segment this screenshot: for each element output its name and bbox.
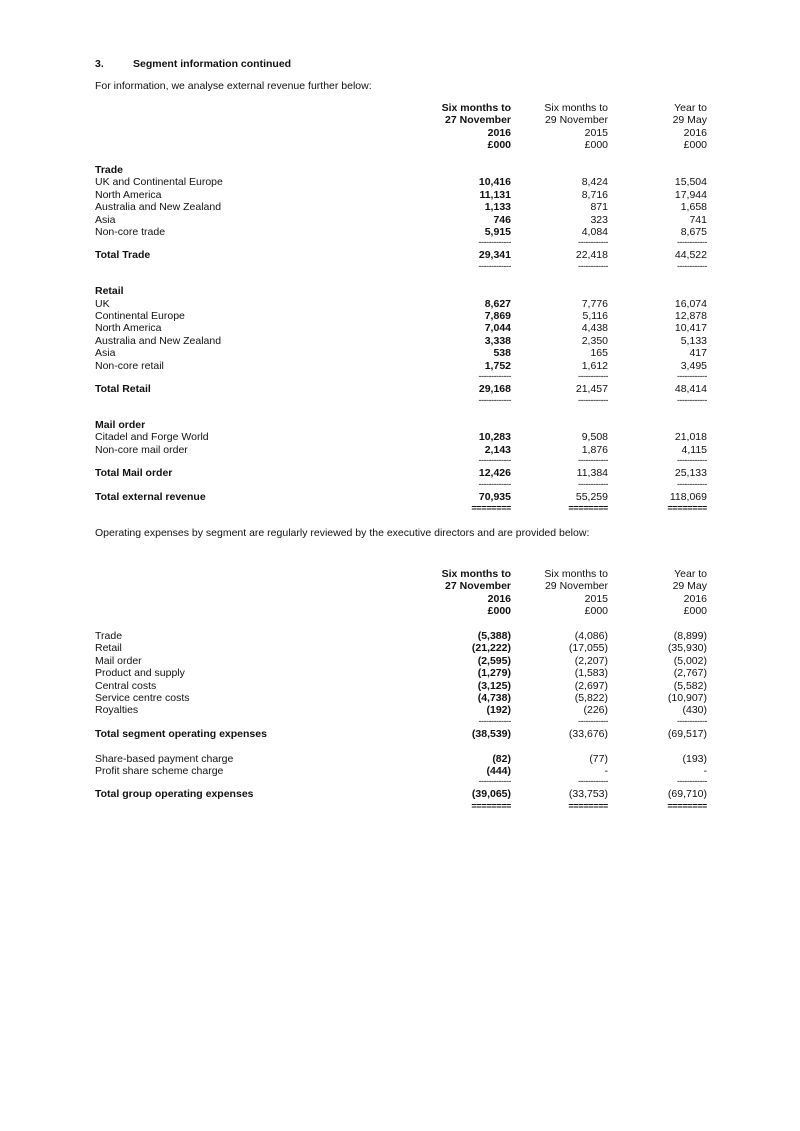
mail-order-section-title: Mail order: [95, 418, 146, 431]
total-row: [95, 249, 707, 261]
cell-year: 3,495: [680, 359, 707, 372]
opex-intro-text: Operating expenses by segment are regularly reviewed by the executive directors and are provided below:: [95, 526, 590, 539]
cell-current: (39,065): [471, 788, 511, 801]
cell-prior: (226): [583, 704, 608, 717]
rule-line: ------------: [578, 372, 608, 382]
cell-year: 118,069: [669, 490, 707, 503]
cell-current: (38,539): [471, 727, 511, 740]
table-row: [95, 765, 707, 777]
cell-year: -: [703, 764, 707, 777]
cell-year: 417: [689, 347, 707, 360]
cell-prior: 2,350: [581, 334, 608, 347]
double-rule-line: ========: [568, 800, 608, 811]
row-label: Australia and New Zealand: [95, 334, 222, 347]
section-title-row: [95, 164, 707, 176]
double-rule-row: [95, 801, 707, 813]
col1-header-line3: 2016: [487, 592, 511, 605]
row-label: Continental Europe: [95, 310, 185, 323]
cell-prior: 22,418: [575, 249, 608, 262]
double-rule-line: ========: [667, 502, 707, 513]
table-row: [95, 310, 707, 322]
rule-line: -------------: [478, 716, 511, 726]
table-row: [95, 335, 707, 347]
row-label: UK and Continental Europe: [95, 176, 223, 189]
cell-year: 17,944: [674, 188, 707, 201]
cell-current: (5,388): [477, 629, 511, 642]
table-row: [95, 642, 707, 654]
rule-line: ------------: [677, 261, 707, 271]
cell-prior: 9,508: [581, 431, 608, 444]
table-row: [95, 753, 707, 765]
revenue-intro-text: For information, we analyse external revenue further below:: [95, 80, 372, 92]
cell-prior: (2,697): [574, 679, 608, 692]
rule-line: -------------: [478, 372, 511, 382]
col2-header-line4: £000: [584, 139, 608, 152]
rule-line: ------------: [578, 716, 608, 726]
section-heading: [95, 56, 707, 72]
cell-prior: (5,822): [574, 691, 608, 704]
cell-prior: 323: [590, 213, 608, 226]
section-title: Segment information continued: [133, 58, 292, 70]
cell-current: 1,133: [484, 201, 511, 214]
rule-line: ------------: [677, 372, 707, 382]
col2-header-line3: 2015: [584, 592, 608, 605]
single-rule-row: [95, 480, 707, 491]
row-label: Trade: [95, 629, 123, 642]
cell-prior: 1,612: [581, 359, 608, 372]
col2-header-line3: 2015: [584, 126, 608, 139]
cell-current: 2,143: [484, 443, 511, 456]
col1-header-line4: £000: [487, 139, 511, 152]
section-number: 3.: [95, 58, 104, 70]
cell-prior: (2,207): [574, 654, 608, 667]
rule-line: -------------: [478, 238, 511, 248]
trade-section-title: Trade: [95, 164, 124, 177]
cell-prior: (1,583): [574, 667, 608, 680]
grand-total-row: [95, 491, 707, 503]
rule-line: -------------: [478, 395, 511, 405]
cell-prior: 1,876: [581, 443, 608, 456]
cell-year: 8,675: [680, 226, 707, 239]
cell-prior: (17,055): [568, 642, 608, 655]
cell-current: 1,752: [484, 359, 511, 372]
rule-line: ------------: [578, 238, 608, 248]
cell-year: 16,074: [674, 297, 707, 310]
cell-current: 10,283: [478, 431, 511, 444]
row-label: Non-core trade: [95, 226, 166, 239]
cell-year: 15,504: [674, 176, 707, 189]
col3-header-line3: 2016: [683, 592, 707, 605]
row-label: Central costs: [95, 679, 157, 692]
table-row: [95, 655, 707, 667]
rule-line: -------------: [478, 456, 511, 466]
rule-line: ------------: [677, 456, 707, 466]
double-rule-line: ========: [471, 502, 511, 513]
row-label: Non-core mail order: [95, 443, 188, 456]
col3-header-line3: 2016: [683, 126, 707, 139]
total-row: [95, 467, 707, 479]
double-rule-line: ========: [667, 800, 707, 811]
rule-line: ------------: [677, 238, 707, 248]
single-rule-row: [95, 396, 707, 407]
cell-prior: (33,676): [568, 727, 608, 740]
total-label: Total Trade: [95, 249, 151, 262]
column-header-row: [95, 605, 707, 617]
double-rule-row: [95, 503, 707, 515]
cell-year: (2,767): [673, 667, 707, 680]
table-row: [95, 630, 707, 642]
table-row: [95, 214, 707, 226]
table-row: [95, 704, 707, 716]
table-row: [95, 444, 707, 456]
cell-year: 21,018: [674, 431, 707, 444]
col2-header-line4: £000: [584, 605, 608, 618]
table-row: [95, 176, 707, 188]
double-rule-line: ========: [471, 800, 511, 811]
cell-year: (8,899): [673, 629, 707, 642]
section-title-row: [95, 285, 707, 297]
table-row: [95, 692, 707, 704]
rule-line: -------------: [478, 479, 511, 489]
single-rule-row: [95, 238, 707, 249]
col1-header-line2: 27 November: [445, 114, 511, 127]
cell-current: (2,595): [477, 654, 511, 667]
table-row: [95, 298, 707, 310]
cell-current: 3,338: [484, 334, 511, 347]
cell-prior: 4,084: [581, 226, 608, 239]
col1-header-line1: Six months to: [441, 102, 511, 114]
cell-year: 12,878: [674, 310, 707, 323]
cell-current: 12,426: [478, 467, 511, 480]
cell-year: 1,658: [680, 201, 707, 214]
cell-prior: 21,457: [575, 383, 608, 396]
cell-year: (69,517): [667, 727, 707, 740]
col2-header-line1: Six months to: [544, 102, 608, 114]
total-row: [95, 383, 707, 395]
cell-current: 11,131: [479, 188, 511, 201]
rule-line: ------------: [677, 716, 707, 726]
cell-year: (430): [682, 704, 707, 717]
table-row: [95, 322, 707, 334]
grand-total-row: [95, 788, 707, 800]
total-label: Total Retail: [95, 383, 151, 396]
row-label: Non-core retail: [95, 359, 164, 372]
cell-year: 44,522: [674, 249, 707, 262]
column-header-row: [95, 568, 707, 580]
col3-header-line4: £000: [683, 139, 707, 152]
total-label: Total Mail order: [95, 467, 173, 480]
col2-header-line1: Six months to: [544, 567, 608, 580]
cell-current: 29,341: [478, 249, 511, 262]
cell-prior: (4,086): [574, 629, 608, 642]
cell-current: (3,125): [477, 679, 511, 692]
row-label: Asia: [95, 347, 116, 360]
cell-current: 8,627: [484, 297, 511, 310]
table-row: [95, 431, 707, 443]
cell-year: 741: [689, 213, 707, 226]
cell-current: 70,935: [478, 490, 511, 503]
cell-year: (5,002): [673, 654, 707, 667]
column-header-row: [95, 139, 707, 151]
rule-line: ------------: [578, 261, 608, 271]
row-label: UK: [95, 297, 110, 310]
col3-header-line1: Year to: [674, 102, 707, 114]
row-label: Service centre costs: [95, 691, 190, 704]
column-header-row: [95, 580, 707, 592]
table-row: [95, 347, 707, 359]
col3-header-line4: £000: [683, 605, 707, 618]
cell-current: 10,416: [478, 176, 511, 189]
cell-prior: 4,438: [581, 322, 608, 335]
cell-year: (10,907): [667, 691, 707, 704]
row-label: Mail order: [95, 654, 142, 667]
row-label: Royalties: [95, 704, 139, 717]
document-page: [95, 56, 707, 813]
cell-prior: (33,753): [568, 788, 608, 801]
cell-current: (1,279): [477, 667, 511, 680]
total-label: Total external revenue: [95, 490, 206, 503]
cell-current: (21,222): [471, 642, 511, 655]
row-label: Australia and New Zealand: [95, 201, 222, 214]
cell-year: (35,930): [667, 642, 707, 655]
cell-year: 25,133: [674, 467, 707, 480]
cell-current: (444): [486, 764, 511, 777]
cell-current: (192): [486, 704, 511, 717]
row-label: Citadel and Forge World: [95, 431, 209, 444]
col1-header-line4: £000: [487, 605, 511, 618]
row-label: Product and supply: [95, 667, 185, 680]
cell-prior: 55,259: [575, 490, 608, 503]
retail-section-title: Retail: [95, 285, 124, 298]
cell-prior: 5,116: [582, 310, 608, 323]
cell-current: 746: [493, 213, 511, 226]
cell-prior: 165: [590, 347, 608, 360]
rule-line: -------------: [478, 777, 511, 787]
total-label: Total group operating expenses: [95, 788, 254, 801]
col1-header-line2: 27 November: [445, 580, 511, 593]
cell-prior: 8,716: [581, 188, 608, 201]
section-title-row: [95, 419, 707, 431]
total-label: Total segment operating expenses: [95, 727, 267, 740]
rule-line: ------------: [677, 395, 707, 405]
table-row: [95, 189, 707, 201]
cell-year: (5,582): [673, 679, 707, 692]
single-rule-row: [95, 777, 707, 788]
cell-current: (4,738): [477, 691, 511, 704]
total-row: [95, 728, 707, 740]
rule-line: ------------: [578, 456, 608, 466]
column-header-row: [95, 114, 707, 126]
rule-line: ------------: [578, 777, 608, 787]
col2-header-line2: 29 November: [544, 580, 608, 593]
col1-header-line3: 2016: [487, 126, 511, 139]
column-header-row: [95, 127, 707, 139]
table-row: [95, 226, 707, 238]
cell-current: 7,044: [484, 322, 511, 335]
cell-current: 29,168: [478, 383, 511, 396]
column-header-row: [95, 102, 707, 114]
cell-prior: -: [604, 764, 608, 777]
cell-current: 7,869: [484, 310, 511, 323]
double-rule-line: ========: [568, 502, 608, 513]
cell-prior: 7,776: [581, 297, 608, 310]
cell-prior: 8,424: [581, 176, 608, 189]
single-rule-row: [95, 456, 707, 467]
cell-year: (193): [682, 752, 707, 765]
rule-line: ------------: [677, 479, 707, 489]
row-label: Share-based payment charge: [95, 752, 234, 765]
col1-header-line1: Six months to: [441, 567, 511, 580]
rule-line: ------------: [677, 777, 707, 787]
row-label: Retail: [95, 642, 122, 655]
col2-header-line2: 29 November: [544, 114, 608, 127]
single-rule-row: [95, 262, 707, 273]
cell-year: 5,133: [680, 334, 707, 347]
cell-year: (69,710): [667, 788, 707, 801]
cell-current: (82): [492, 752, 511, 765]
cell-year: 48,414: [674, 383, 707, 396]
rule-line: ------------: [578, 395, 608, 405]
col3-header-line2: 29 May: [672, 114, 707, 127]
operating-expenses-table: [95, 568, 707, 813]
row-label: Asia: [95, 213, 116, 226]
column-header-row: [95, 593, 707, 605]
single-rule-row: [95, 717, 707, 728]
rule-line: -------------: [478, 261, 511, 271]
cell-prior: 11,384: [576, 467, 608, 480]
table-row: [95, 680, 707, 692]
row-label: North America: [95, 188, 162, 201]
row-label: Profit share scheme charge: [95, 764, 224, 777]
cell-prior: 871: [590, 201, 608, 214]
col3-header-line2: 29 May: [672, 580, 707, 593]
cell-current: 538: [493, 347, 511, 360]
row-label: North America: [95, 322, 162, 335]
cell-current: 5,915: [484, 226, 511, 239]
table-row: [95, 667, 707, 679]
table-row: [95, 201, 707, 213]
col3-header-line1: Year to: [674, 567, 707, 580]
external-revenue-table: [95, 102, 707, 515]
single-rule-row: [95, 372, 707, 383]
cell-prior: (77): [589, 752, 608, 765]
cell-year: 10,417: [674, 322, 707, 335]
cell-year: 4,115: [681, 443, 707, 456]
rule-line: ------------: [578, 479, 608, 489]
table-row: [95, 360, 707, 372]
